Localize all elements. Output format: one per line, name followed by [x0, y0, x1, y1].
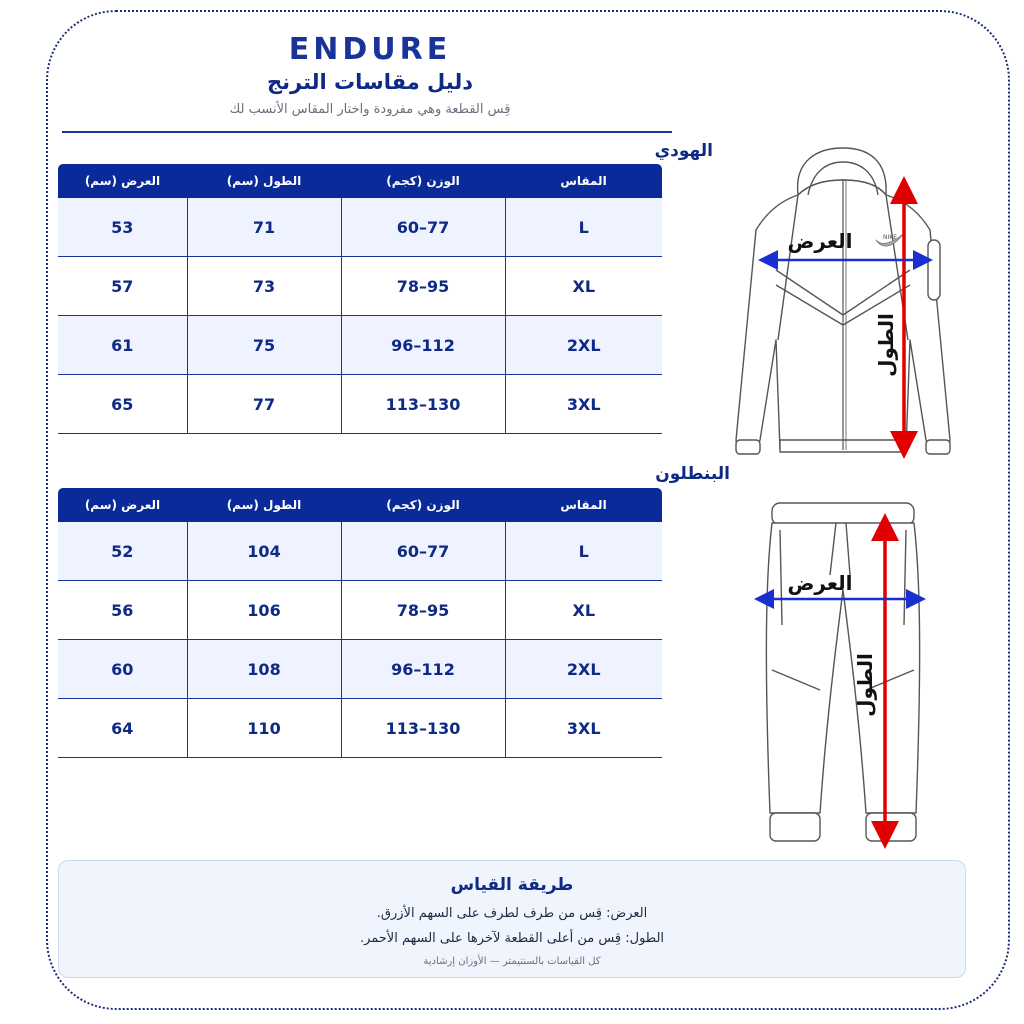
how-to-title: طريقة القياس [450, 875, 574, 895]
size-cell: 2XL [505, 316, 662, 375]
weight-cell: 78–95 [341, 257, 505, 316]
table-row [58, 522, 662, 581]
weight-cell: 60–77 [341, 522, 505, 581]
hoodie-illustration [728, 140, 963, 470]
width-cell: 56 [58, 581, 187, 640]
table-row [58, 257, 662, 316]
table-row [58, 581, 662, 640]
column-header-size: المقاس [505, 488, 662, 522]
pants-size-table [58, 488, 662, 758]
length-label: الطول [853, 653, 877, 717]
how-to-note: كل القياسات بالسنتيمتر — الأوزان إرشادية [423, 956, 601, 967]
column-header-weight: الوزن (كجم) [341, 164, 505, 198]
table-header-row [58, 164, 662, 198]
column-header-width: العرض (سم) [58, 164, 187, 198]
length-cell: 73 [187, 257, 341, 316]
size-cell: 3XL [505, 375, 662, 434]
pants-outline [766, 503, 919, 841]
width-label: العرض [787, 571, 853, 595]
width-cell: 60 [58, 640, 187, 699]
length-cell: 106 [187, 581, 341, 640]
column-header-weight: الوزن (كجم) [341, 488, 505, 522]
table-row [58, 198, 662, 257]
width-label: العرض [787, 229, 853, 253]
weight-cell: 78–95 [341, 581, 505, 640]
how-to-length-line: الطول: قِس من أعلى القطعة لآخرها على السهم الأحمر. [359, 931, 665, 946]
length-cell: 104 [187, 522, 341, 581]
hoodie-outline [736, 148, 950, 454]
length-cell: 75 [187, 316, 341, 375]
size-cell: L [505, 198, 662, 257]
size-cell: 2XL [505, 640, 662, 699]
width-cell: 65 [58, 375, 187, 434]
weight-cell: 96–112 [341, 640, 505, 699]
column-header-length: الطول (سم) [187, 164, 341, 198]
how-to-width-line: العرض: قِس من طرف لطرف على السهم الأزرق. [376, 906, 648, 921]
length-cell: 77 [187, 375, 341, 434]
size-cell: 3XL [505, 699, 662, 758]
table-row [58, 375, 662, 434]
weight-cell: 113–130 [341, 699, 505, 758]
pants-section-label: البنطلون [655, 464, 730, 484]
table-row [58, 699, 662, 758]
width-cell: 64 [58, 699, 187, 758]
page-subtitle: قِس القطعة وهي مفرودة واختار المقاس الأنسب لك [229, 102, 511, 117]
brand-name: ENDURE [288, 32, 452, 67]
header-divider [62, 131, 672, 133]
logo-text: NIKE [883, 234, 897, 241]
hoodie-section-label: الهودي [654, 141, 713, 161]
size-cell: XL [505, 257, 662, 316]
width-cell: 61 [58, 316, 187, 375]
weight-cell: 113–130 [341, 375, 505, 434]
page-title: دليل مقاسات الترنج [267, 70, 473, 94]
how-to-measure-box [58, 860, 966, 978]
column-header-size: المقاس [505, 164, 662, 198]
weight-cell: 96–112 [341, 316, 505, 375]
size-cell: L [505, 522, 662, 581]
length-label: الطول [874, 313, 898, 377]
hoodie-size-table [58, 164, 662, 434]
table-row [58, 640, 662, 699]
size-cell: XL [505, 581, 662, 640]
table-header-row [58, 488, 662, 522]
column-header-width: العرض (سم) [58, 488, 187, 522]
width-cell: 52 [58, 522, 187, 581]
length-cell: 108 [187, 640, 341, 699]
width-cell: 53 [58, 198, 187, 257]
length-cell: 110 [187, 699, 341, 758]
length-cell: 71 [187, 198, 341, 257]
table-row [58, 316, 662, 375]
width-cell: 57 [58, 257, 187, 316]
weight-cell: 60–77 [341, 198, 505, 257]
column-header-length: الطول (سم) [187, 488, 341, 522]
pants-illustration [750, 495, 930, 855]
